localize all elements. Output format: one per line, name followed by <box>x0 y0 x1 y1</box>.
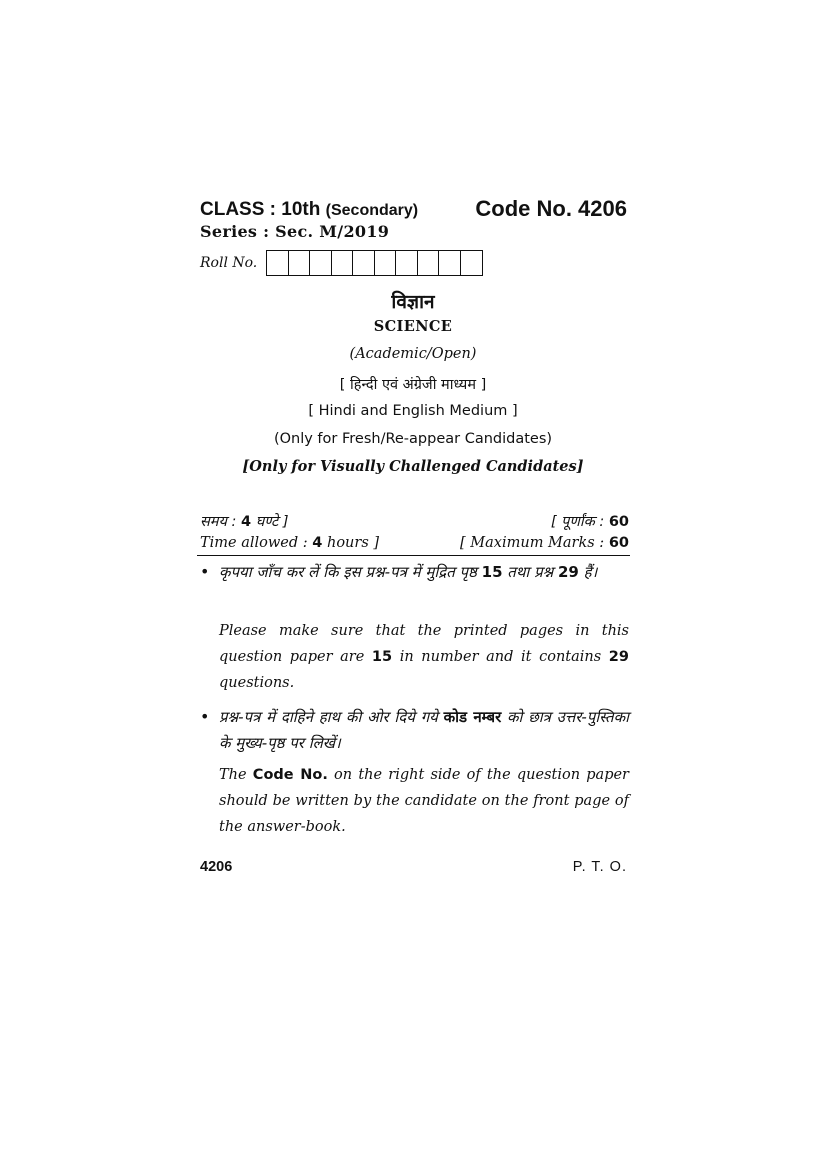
marks-english-value: 60 <box>608 535 629 551</box>
instruction-2-english <box>219 762 629 840</box>
class-label: CLASS : 10th <box>200 199 321 220</box>
series-label: Series : Sec. M/2019 <box>200 222 390 241</box>
class-level: (Secondary) <box>325 202 419 219</box>
roll-number-box <box>396 251 418 275</box>
roll-number-box <box>289 251 311 275</box>
instruction-1-hindi-questions: 29 <box>557 563 579 581</box>
marks-english <box>460 535 629 551</box>
medium-label-english: [ Hindi and English Medium ] <box>308 403 518 419</box>
roll-number-box <box>375 251 397 275</box>
instruction-1-hindi <box>219 559 629 585</box>
instruction-1-hindi-text-3: हैं। <box>578 563 598 581</box>
instruction-1-english <box>219 618 629 696</box>
roll-number-box <box>461 251 483 275</box>
roll-number-boxes <box>266 250 483 276</box>
instruction-2-hindi-text: प्रश्न-पत्र में दाहिने हाथ की ओर दिये गये <box>219 708 444 726</box>
instruction-1-english-questions: 29 <box>608 649 629 665</box>
roll-number-label: Roll No. <box>200 255 258 271</box>
roll-number-box <box>310 251 332 275</box>
time-hindi-unit: घण्टे ] <box>251 514 289 530</box>
marks-hindi-value: 60 <box>608 514 629 530</box>
time-hindi-label: समय : <box>200 514 241 530</box>
marks-hindi-label: [ पूर्णांक : <box>550 514 609 530</box>
time-english-label: Time allowed : <box>200 535 313 551</box>
marks-hindi <box>551 511 629 531</box>
instruction-1-hindi-text-2: तथा प्रश्न <box>502 563 558 581</box>
subject-title-english: SCIENCE <box>373 318 453 335</box>
instruction-1-hindi-text: कृपया जाँच कर लें कि इस प्रश्न-पत्र में मुद्रित पृष्ठ <box>219 563 482 581</box>
time-english-value: 4 <box>312 535 323 551</box>
footer-pto: P. T. O. <box>572 859 627 875</box>
medium-label-hindi: [ हिन्दी एवं अंग्रेजी माध्यम ] <box>339 377 487 393</box>
time-english <box>200 535 379 551</box>
footer-code: 4206 <box>200 859 233 875</box>
code-number: Code No. 4206 <box>475 196 627 221</box>
visually-challenged-label: [Only for Visually Challenged Candidates] <box>242 458 584 475</box>
divider <box>197 555 630 556</box>
instruction-2-english-text-2: on the right side of the question paper should be written by the candidate on the front page of the answer-book. <box>219 767 629 835</box>
instruction-1-english-pages: 15 <box>371 649 393 665</box>
instruction-1-english-text: Please make sure that the printed pages in this question paper are <box>219 623 629 665</box>
roll-number-box <box>267 251 289 275</box>
subject-title-hindi: विज्ञान <box>391 291 435 313</box>
time-hindi <box>200 511 289 531</box>
instruction-2-hindi-code: कोड नम्बर <box>443 708 502 726</box>
marks-english-label: [ Maximum Marks : <box>460 535 609 551</box>
instruction-2-english-code: Code No. <box>252 767 328 783</box>
bullet-icon: • <box>200 562 210 581</box>
roll-number-box <box>332 251 354 275</box>
instruction-1-english-text-2: in number and it contains <box>392 649 609 665</box>
roll-number-box <box>418 251 440 275</box>
time-english-unit: hours ] <box>322 535 380 551</box>
stream-label: (Academic/Open) <box>349 346 477 362</box>
candidates-label: (Only for Fresh/Re-appear Candidates) <box>273 431 553 447</box>
instruction-1-hindi-pages: 15 <box>481 563 503 581</box>
instruction-2-hindi <box>219 704 629 756</box>
roll-number-box <box>353 251 375 275</box>
time-hindi-value: 4 <box>241 514 252 530</box>
instruction-1-english-text-3: questions. <box>219 675 295 691</box>
bullet-icon: • <box>200 707 210 726</box>
class-heading <box>200 199 418 221</box>
instruction-2-english-text: The <box>219 767 253 783</box>
roll-number-box <box>439 251 461 275</box>
instruction-2-hindi-text-2: को छात्र उत्तर-पुस्तिका के मुख्य-पृष्ठ पर लिखें। <box>219 708 630 752</box>
